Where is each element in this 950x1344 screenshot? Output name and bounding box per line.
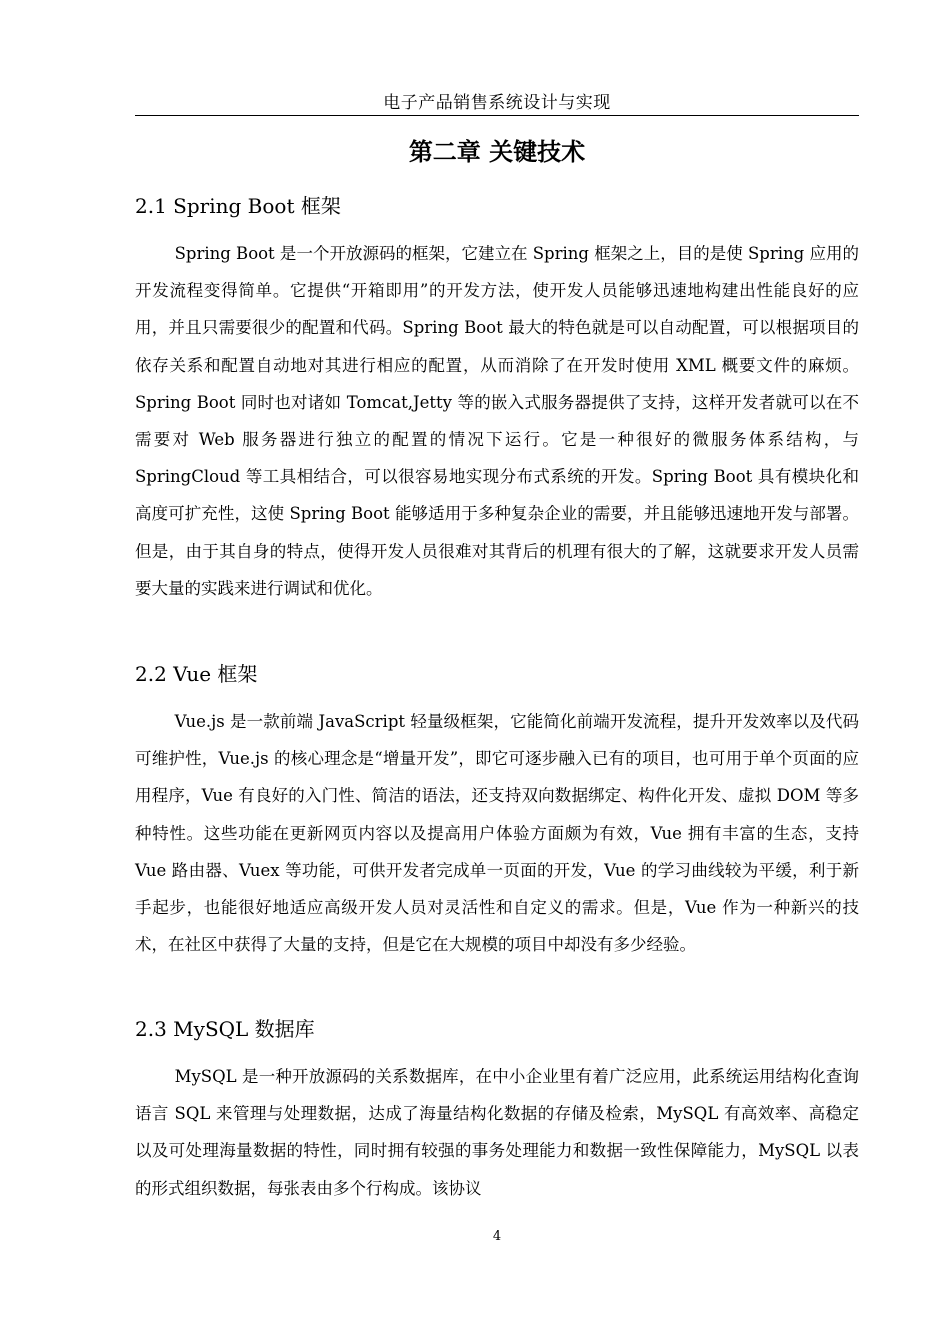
chapter-title: 第二章 关键技术: [408, 138, 586, 166]
paragraph-spring-boot: Spring Boot 是一个开放源码的框架，它建立在 Spring 框架之上，目的是使 Spring 应用的开发流程变得简单。它提供“开箱即用”的开发方法，使开发人员能够迅速地构建出性能良好的应用，并且只需要很少的配置和代码。Spring Boot 最大的特色就是可以自动配置，可以根据项目的依存关系和配置自动地对其进行相应的配置，从而消除了在开发时使用 XML 概要文件的麻烦。Spring Boot 同时也对诸如 Tomcat,Jetty 等的嵌入式服务器提供了支持，这样开发者就可以在不需要对 Web 服务器进行独立的配置的情况下运行。它是一种很好的微服务体系结构，与 SpringCloud 等工具相结合，可以很容易地实现分布式系统的开发。Spring Boot 具有模块化和高度可扩充性，这使 Spring Boot 能够适用于多种复杂企业的需要，并且能够迅速地开发与部署。但是，由于其自身的特点，使得开发人员很难对其背后的机理有很大的了解，这就要求开发人员需要大量的实践来进行调试和优化。: [135, 244, 859, 598]
running-header: 电子产品销售系统设计与实现: [383, 93, 611, 113]
page-number: 4: [492, 1229, 502, 1244]
paragraph-vue: Vue.js 是一款前端 JavaScript 轻量级框架，它能简化前端开发流程，提升开发效率以及代码可维护性，Vue.js 的核心理念是“增量开发”，即它可逐步融入已有的项目，也可用于单个页面的应用程序，Vue 有良好的入门性、简洁的语法，还支持双向数据绑定、构件化开发、虚拟 DOM 等多种特性。这些功能在更新网页内容以及提高用户体验方面颇为有效，Vue 拥有丰富的生态，支持 Vue 路由器、Vuex 等功能，可供开发者完成单一页面的开发，Vue 的学习曲线较为平缓，利于新手起步，也能很好地适应高级开发人员对灵活性和自定义的需求。但是，Vue 作为一种新兴的技术，在社区中获得了大量的支持，但是它在大规模的项目中却没有多少经验。: [135, 712, 859, 955]
section-heading-spring-boot: 2.1 Spring Boot 框架: [135, 194, 341, 218]
header-rule: [135, 115, 859, 116]
paragraph-mysql: MySQL 是一种开放源码的关系数据库，在中小企业里有着广泛应用，此系统运用结构化查询语言 SQL 来管理与处理数据，达成了海量结构化数据的存储及检索，MySQL 有高效率、高稳定以及可处理海量数据的特性，同时拥有较强的事务处理能力和数据一致性保障能力，MySQL 以表的形式组织数据，每张表由多个行构成。该协议: [135, 1067, 859, 1198]
section-heading-vue: 2.2 Vue 框架: [135, 662, 258, 686]
section-heading-mysql: 2.3 MySQL 数据库: [135, 1017, 315, 1041]
